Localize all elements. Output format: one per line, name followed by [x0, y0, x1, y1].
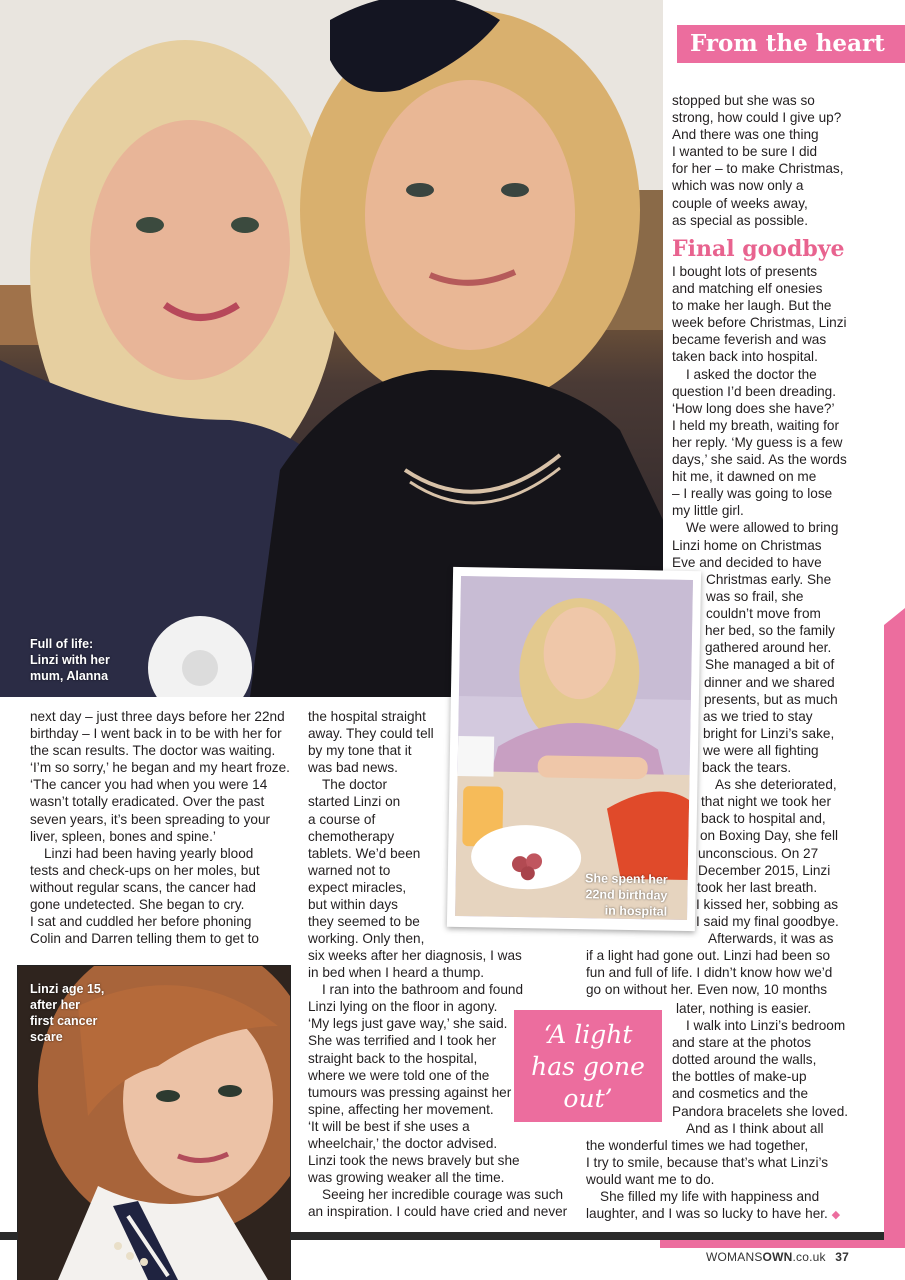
- column-2-bottom: [308, 947, 578, 1221]
- text-line: later, nothing is easier.: [676, 1001, 812, 1016]
- text-line: we were all fighting: [703, 742, 819, 758]
- text-line: Linzi lying on the floor in agony.: [308, 999, 498, 1015]
- text-line: I held my breath, waiting for: [672, 417, 839, 433]
- caption-line: 22nd birthday: [585, 887, 668, 903]
- hospital-photo-frame: [447, 567, 701, 931]
- text-line: started Linzi on: [308, 794, 401, 810]
- text-line: Linzi took the news bravely but she: [308, 1153, 520, 1169]
- text-line: warned not to: [308, 862, 391, 878]
- column-3-wrap: [696, 571, 880, 947]
- section-label: From the heart: [690, 30, 885, 57]
- text-line: unconscious. On 27: [698, 845, 819, 861]
- text-line: her bed, so the family: [705, 623, 835, 639]
- column-3-top: [672, 92, 877, 229]
- caption-line: first cancer: [30, 1014, 98, 1028]
- text-line: an inspiration. I could have cried and never: [308, 1204, 568, 1220]
- text-line: dinner and we shared: [704, 674, 835, 690]
- text-line: was bad news.: [308, 760, 398, 776]
- text-line: which was now only a: [672, 178, 804, 194]
- text-line: I said my final goodbye.: [696, 913, 839, 929]
- footer-rule: [290, 1232, 884, 1240]
- caption-line: Linzi age 15,: [30, 982, 105, 996]
- footer-brand: [706, 1250, 849, 1264]
- text-line: they seemed to be: [308, 914, 420, 930]
- text-line: wheelchair,’ the doctor advised.: [308, 1136, 498, 1152]
- text-line: for her – to make Christmas,: [672, 161, 844, 177]
- text-line: Seeing her incredible courage was such: [322, 1187, 564, 1203]
- text-line: chemotherapy: [308, 828, 395, 844]
- text-line: presents, but as much: [704, 691, 838, 707]
- text-line: was growing weaker all the time.: [308, 1170, 505, 1186]
- text-line: fun and full of life. I didn’t know how we’d: [586, 965, 833, 981]
- text-line: Linzi had been having yearly blood: [44, 845, 254, 861]
- text-line: The doctor: [322, 777, 387, 793]
- text-line: [586, 1205, 886, 1224]
- text-line: birthday – I went back in to be with her for: [30, 726, 282, 742]
- caption-line: Linzi with her: [30, 653, 110, 667]
- text-line: working. Only then,: [308, 931, 425, 947]
- footer-brand-a: WOMANS: [706, 1250, 763, 1264]
- text-line: I sat and cuddled her before phoning: [30, 914, 252, 930]
- text-line: took her last breath.: [697, 879, 818, 895]
- text-line: ‘It will be best if she uses a: [308, 1118, 470, 1134]
- text-line: December 2015, Linzi: [698, 862, 831, 878]
- pull-quote-line: has gone: [531, 1052, 645, 1081]
- text-line: I bought lots of presents: [672, 264, 818, 279]
- text-line: And there was one thing: [672, 127, 819, 143]
- caption-line: Full of life:: [30, 637, 94, 651]
- text-line: I wanted to be sure I did: [672, 144, 818, 160]
- text-line: I kissed her, sobbing as: [696, 896, 839, 912]
- text-line: but within days: [308, 897, 398, 913]
- text-line: and cosmetics and the: [672, 1086, 809, 1102]
- text-line: ‘The cancer you had when you were 14: [30, 777, 268, 793]
- text-line: I try to smile, because that’s what Linzi’s: [586, 1155, 829, 1171]
- text-line: wasn’t totally eradicated. Over the past: [30, 794, 265, 810]
- caption-line: mum, Alanna: [30, 669, 109, 683]
- text-line: straight back to the hospital,: [308, 1050, 478, 1066]
- column-3-narrow: [672, 1000, 882, 1137]
- text-line: and matching elf onesies: [672, 281, 823, 297]
- text-line: liver, spleen, bones and spine.’: [30, 828, 216, 844]
- text-line: that night we took her: [701, 794, 831, 810]
- text-line: if a light had gone out. Linzi had been so: [586, 948, 831, 963]
- text-line: ‘My legs just gave way,’ she said.: [308, 1016, 508, 1032]
- column-3-wide-1: [586, 947, 886, 998]
- text-line: week before Christmas, Linzi: [672, 315, 847, 331]
- text-line: gone undetected. She began to cry.: [30, 897, 245, 913]
- text-line: question I’d been dreading.: [672, 383, 837, 399]
- column-2-top: [308, 708, 448, 947]
- text-line: the scan results. The doctor was waiting.: [30, 743, 276, 759]
- text-line: back to hospital and,: [701, 811, 826, 827]
- teen-photo-caption: [30, 981, 104, 1045]
- text-line: Christmas early. She: [706, 572, 832, 587]
- text-line: hit me, it dawned on me: [672, 469, 817, 485]
- column-3-wide-2: [586, 1137, 886, 1224]
- text-line-content: laughter, and I was so lucky to have her.: [586, 1206, 828, 1222]
- text-line: She was terrified and I took her: [308, 1033, 497, 1049]
- text-line: couldn’t move from: [706, 606, 821, 622]
- text-line: I asked the doctor the: [686, 366, 817, 382]
- text-line: Afterwards, it was as: [708, 930, 834, 946]
- text-line: without regular scans, the cancer had: [30, 879, 256, 895]
- teen-photo: [18, 966, 290, 1280]
- text-line: to make her laugh. But the: [672, 298, 832, 314]
- page-number: 37: [835, 1250, 849, 1264]
- text-line: We were allowed to bring: [686, 520, 839, 536]
- caption-line: She spent her: [584, 871, 668, 887]
- text-line: my little girl.: [672, 503, 744, 519]
- hospital-photo-illustration: [455, 576, 693, 920]
- text-line: tablets. We’d been: [308, 845, 421, 861]
- text-line: bright for Linzi’s sake,: [703, 725, 835, 741]
- text-line: go on without her. Even now, 10 months: [586, 982, 828, 998]
- hospital-photo-caption: [584, 870, 667, 919]
- text-line: As she deteriorated,: [715, 777, 837, 793]
- text-line: spine, affecting her movement.: [308, 1101, 494, 1117]
- text-line: by my tone that it: [308, 743, 412, 759]
- text-line: back the tears.: [702, 760, 792, 776]
- footer-rule-left: [0, 1232, 18, 1240]
- text-line: away. They could tell: [308, 726, 434, 742]
- text-line: gathered around her.: [705, 640, 832, 656]
- end-mark-icon: ◆: [831, 1209, 841, 1222]
- text-line: She managed a bit of: [705, 657, 835, 673]
- text-line: ‘How long does she have?’: [672, 400, 835, 416]
- text-line: the bottles of make-up: [672, 1069, 807, 1085]
- text-line: would want me to do.: [586, 1172, 715, 1188]
- text-line: She filled my life with happiness and: [600, 1189, 820, 1205]
- text-line: tumours was pressing against her: [308, 1084, 512, 1100]
- text-line: Colin and Darren telling them to get to: [30, 931, 259, 947]
- column-3-mid: [672, 263, 877, 571]
- text-line: dotted around the walls,: [672, 1052, 817, 1068]
- text-line: strong, how could I give up?: [672, 110, 842, 126]
- text-line: days,’ she said. As the words: [672, 452, 847, 468]
- subhead: Final goodbye: [672, 236, 845, 262]
- pull-quote-line: ‘A light: [543, 1020, 633, 1049]
- text-line: where we were told one of the: [308, 1067, 490, 1083]
- text-line: as we tried to stay: [703, 708, 813, 724]
- text-line: six weeks after her diagnosis, I was: [308, 948, 522, 963]
- caption-line: in hospital: [604, 903, 668, 919]
- text-line: and stare at the photos: [672, 1035, 812, 1051]
- text-line: taken back into hospital.: [672, 349, 818, 365]
- text-line: in bed when I heard a thump.: [308, 965, 485, 981]
- pull-quote-line: out’: [563, 1084, 613, 1113]
- text-line: the wonderful times we had together,: [586, 1138, 809, 1153]
- text-line: on Boxing Day, she fell: [700, 828, 839, 844]
- text-line: as special as possible.: [672, 212, 809, 228]
- text-line: I ran into the bathroom and found: [322, 982, 524, 998]
- text-line: Pandora bracelets she loved.: [672, 1103, 849, 1119]
- caption-line: scare: [30, 1030, 63, 1044]
- text-line: Linzi home on Christmas: [672, 537, 822, 553]
- text-line: expect miracles,: [308, 879, 407, 895]
- text-line: couple of weeks away,: [672, 195, 808, 211]
- text-line: her reply. ‘My guess is a few: [672, 434, 843, 450]
- text-line: seven years, it’s been spreading to your: [30, 811, 271, 827]
- text-line: stopped but she was so: [672, 93, 815, 108]
- text-line: was so frail, she: [706, 589, 804, 605]
- footer-brand-c: .co.uk: [792, 1250, 826, 1264]
- text-line: ‘I’m so sorry,’ he began and my heart froze.: [30, 760, 290, 776]
- text-line: became feverish and was: [672, 332, 827, 348]
- text-line: And as I think about all: [686, 1120, 824, 1136]
- text-line: Eve and decided to have: [672, 554, 822, 570]
- text-line: – I really was going to lose: [672, 486, 833, 502]
- text-line: tests and check-ups on her moles, but: [30, 862, 260, 878]
- footer-brand-b: OWN: [762, 1250, 793, 1264]
- caption-line: after her: [30, 998, 81, 1012]
- hospital-photo: [455, 576, 693, 920]
- text-line: the hospital straight: [308, 709, 426, 724]
- column-1: [30, 708, 300, 947]
- text-line: a course of: [308, 811, 376, 827]
- text-line: next day – just three days before her 22nd: [30, 709, 285, 724]
- text-line: I walk into Linzi’s bedroom: [686, 1018, 846, 1034]
